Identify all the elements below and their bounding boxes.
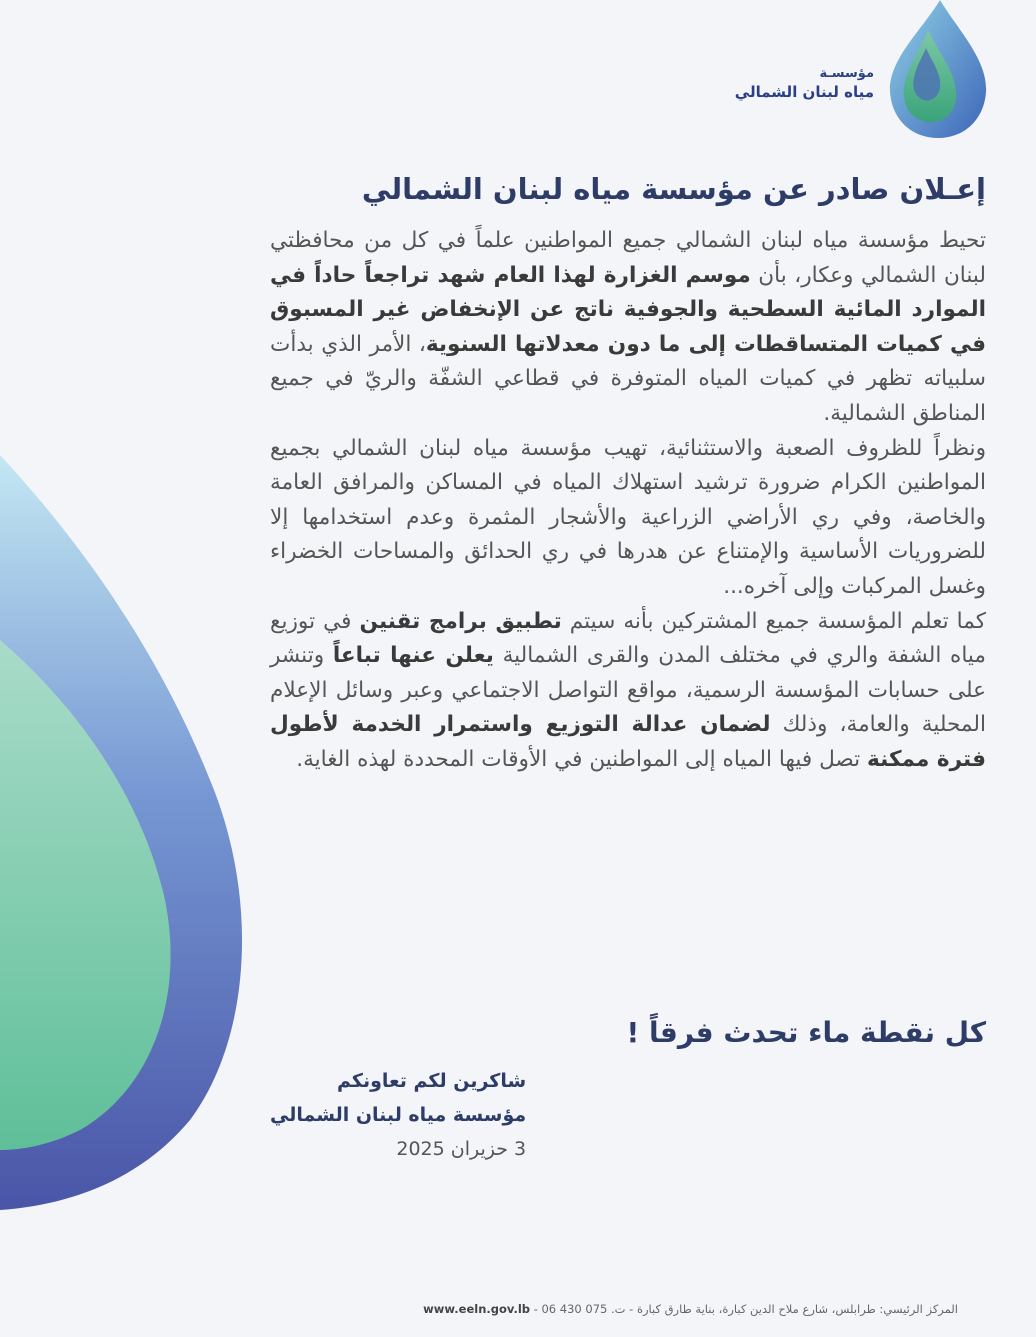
footer-address: المركز الرئيسي: طرابلس، شارع ملاح الدين كبارة، بناية طارق كبارة - ت. 075 430 06 -	[530, 1302, 958, 1316]
paragraph-1	[270, 224, 986, 432]
bold-text-paragraph3-5: لضمان عدالة التوزيع واستمرار الخدمة لأطول فترة ممكنة	[270, 712, 986, 772]
slogan: كل نقطة ماء تحدث فرقاً !	[626, 1016, 986, 1049]
logo-text	[735, 66, 874, 102]
text-paragraph1-0: تحيط مؤسسة مياه لبنان الشمالي جميع المواطنين علماً في كل من محافظتي لبنان الشمالي وعكار، بأن	[270, 228, 986, 288]
announcement-title: إعـلان صادر عن مؤسسة مياه لبنان الشمالي	[361, 172, 986, 206]
thanks-line: شاكرين لكم تعاونكم	[337, 1070, 527, 1092]
paragraph-3	[270, 605, 986, 778]
text-paragraph3-6: تصل فيها المياه إلى المواطنين في الأوقات المحددة لهذه الغاية.	[296, 746, 868, 772]
bold-text-paragraph1-1: موسم الغزارة لهذا العام شهد تراجعاً حاداً في الموارد المائية السطحية والجوفية ناتج عن الإنخفاض غير المسبوق في كميات المتساقطات إلى ما دون معدلاتها السنوية	[270, 262, 986, 357]
text-paragraph1-2: ، الأمر الذي بدأت سلبياته تظهر في كميات المياه المتوفرة في قطاعي الشفّة والريّ في جميع المناطق الشمالية.	[270, 331, 986, 426]
footer	[318, 1302, 958, 1316]
footer-website-link[interactable]: www.eeln.gov.lb	[423, 1302, 531, 1316]
signature-org: مؤسسة مياه لبنان الشمالي	[270, 1104, 527, 1126]
text-paragraph3-2: في توزيع مياه الشفة والري في مختلف المدن والقرى الشمالية	[270, 608, 986, 669]
signature-block	[270, 1064, 526, 1166]
bold-text-paragraph3-1: تطبيق برامج تقنين	[359, 608, 562, 634]
logo-line-1: مؤسسـة	[819, 66, 874, 81]
text-paragraph3-0: كما تعلم المؤسسة جميع المشتركين بأنه سيتم	[561, 608, 987, 634]
signature-date: 3 حزيران 2025	[396, 1138, 527, 1160]
bold-text-paragraph3-3: يعلن عنها تباعاً	[332, 643, 494, 669]
paragraph-2: ونظراً للظروف الصعبة والاستثنائية، تهيب مؤسسة مياه لبنان الشمالي بجميع المواطنين الكرام ضرورة ترشيد استهلاك المياه في المساكن والمرافق العامة والخاصة، وفي ري الأراضي الزراعية والأشجار المثمرة وعدم استخدامها إلا للضروريات الأساسية والإمتناع عن هدرها في ري الحدائق والمساحات الخضراء وغسل المركبات وإلى آخره...	[270, 435, 986, 599]
announcement-body	[270, 224, 986, 778]
text-paragraph3-4: وتنشر على حسابات المؤسسة الرسمية، مواقع التواصل الاجتماعي وعبر وسائل الإعلام المحلية والعامة، وذلك	[270, 643, 986, 738]
logo-icon	[888, 0, 988, 140]
logo-line-2: مياه لبنان الشمالي	[734, 83, 874, 101]
